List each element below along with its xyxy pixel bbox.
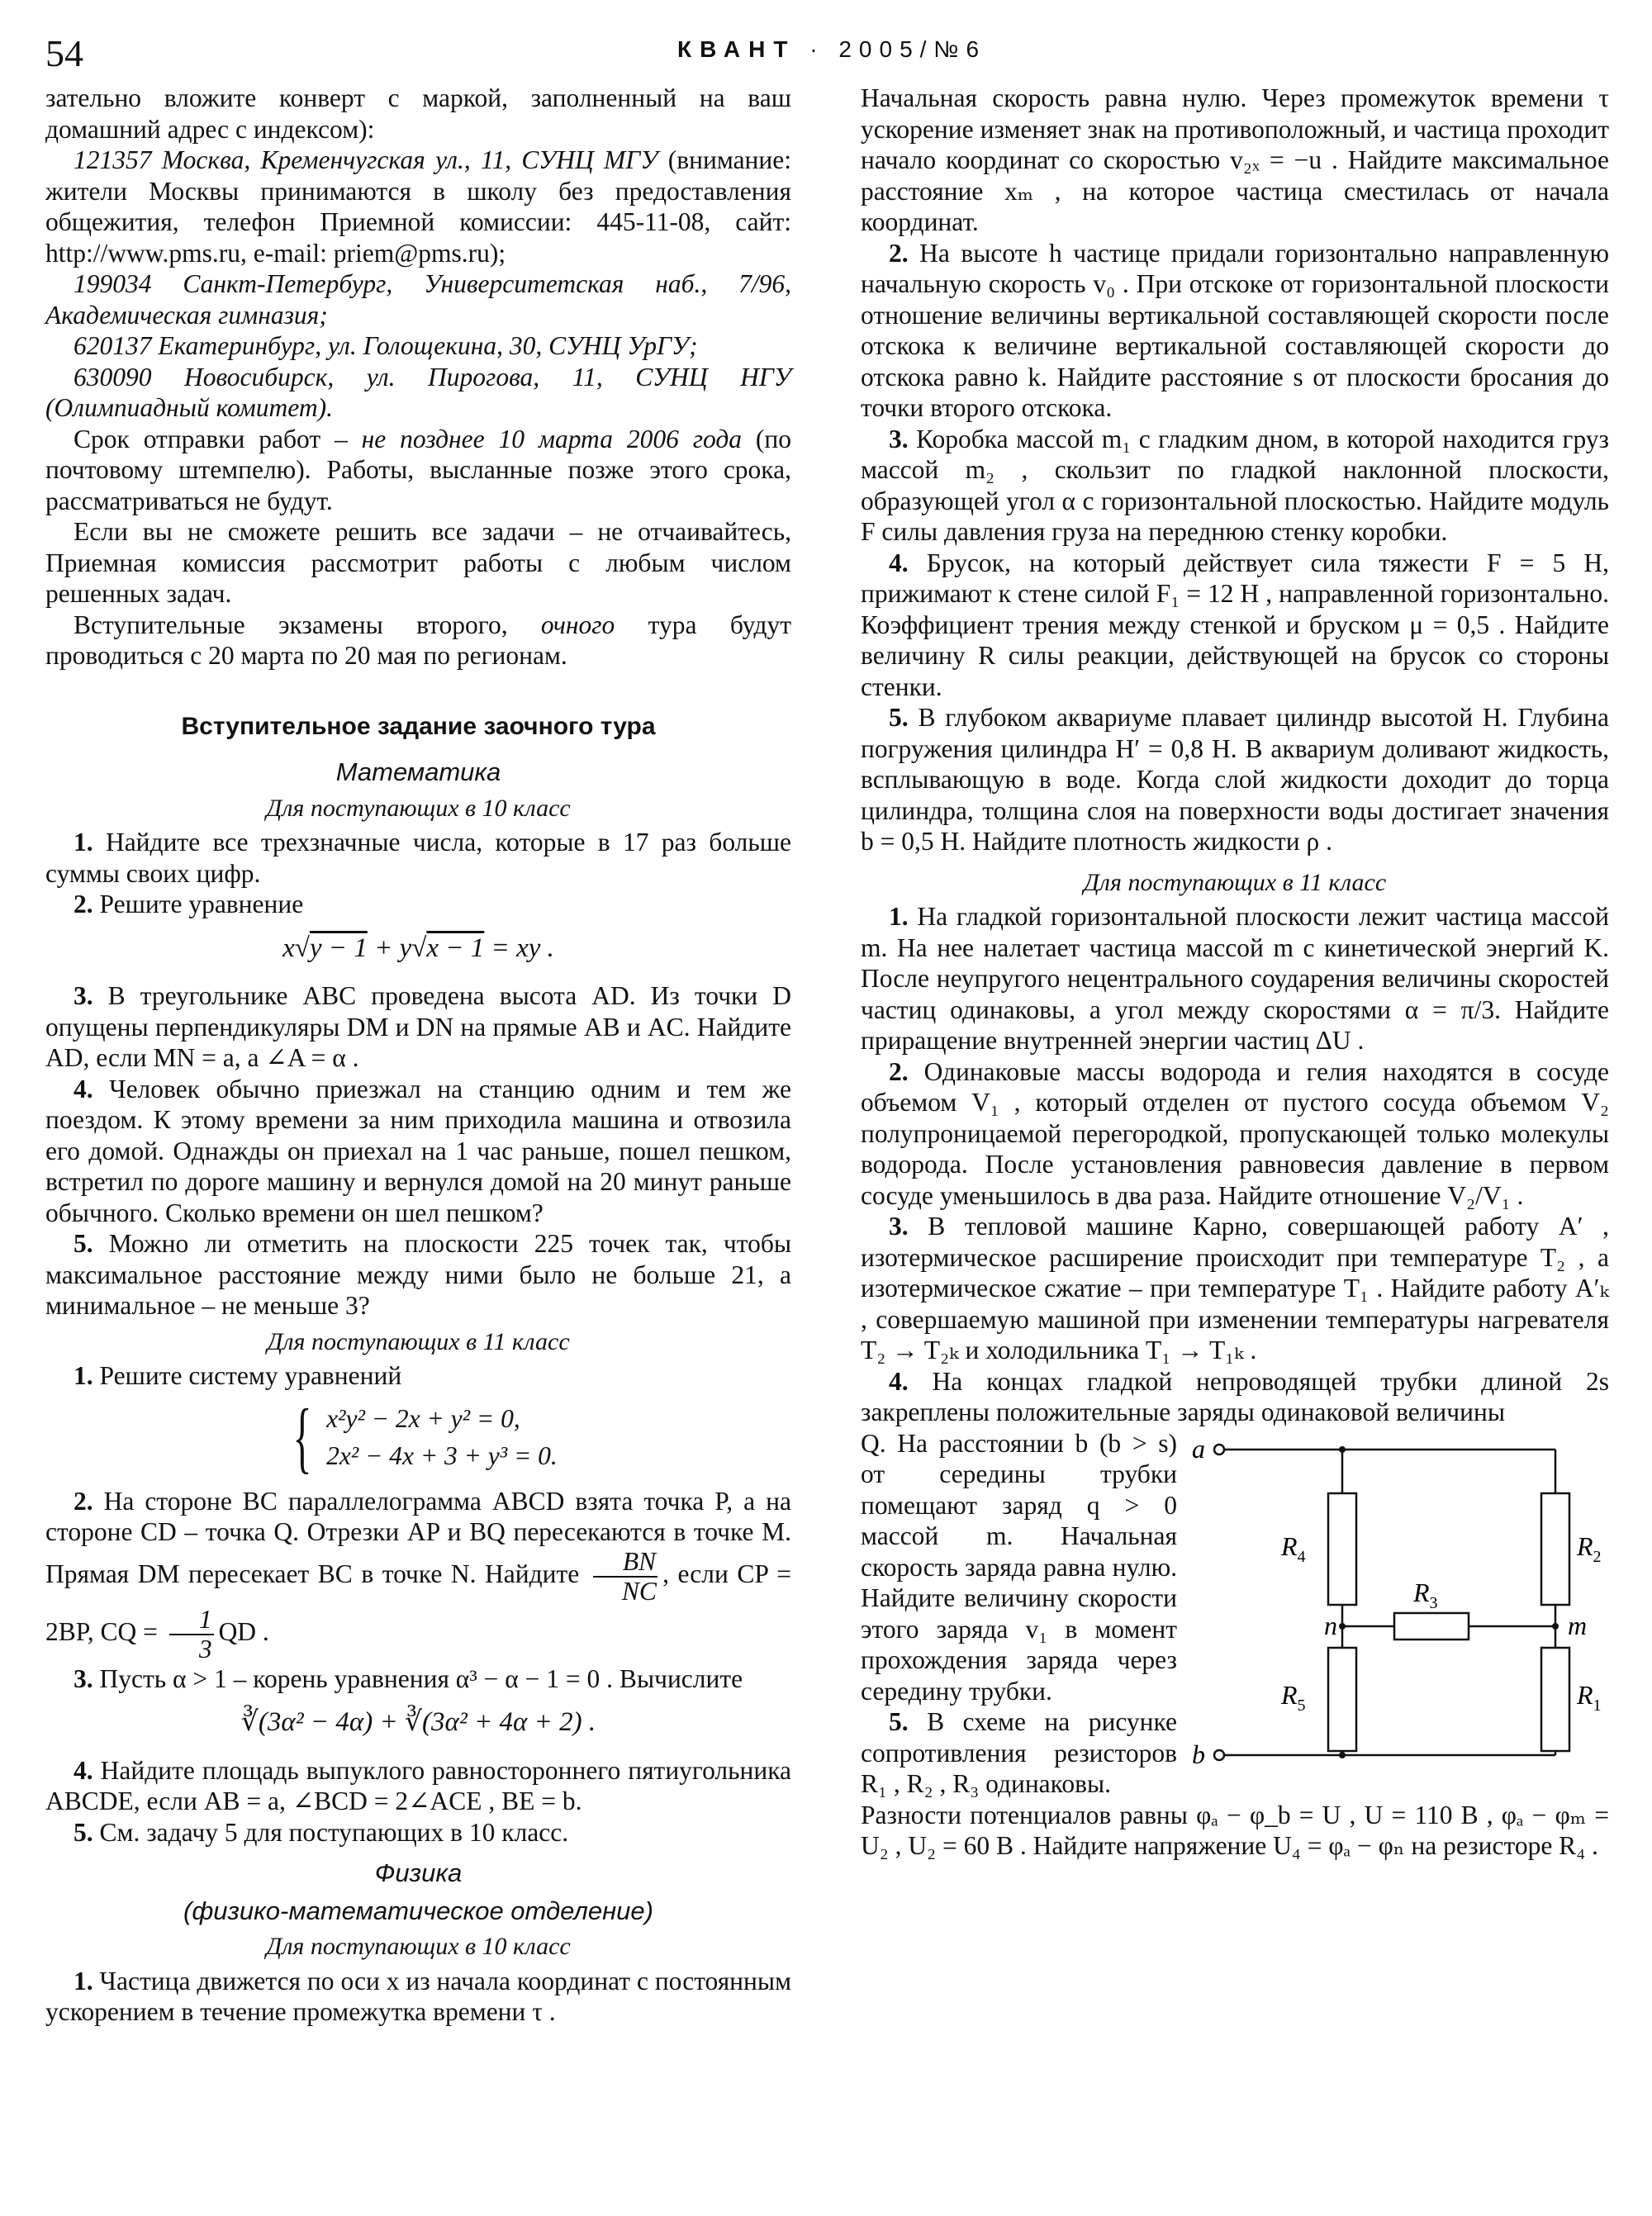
- phys11-problem-3-text: В тепловой машине Карно, совершающей работу A′ , изотермическое расширение происходит при температуре T₂ , а изотермическое сжатие – при температуре T₁ . Найдите работу A′ₖ , совершаемую машиной при изменении температуры нагревателя T₂ → T₂ₖ и холодильника T₁ → T₁ₖ .: [861, 1212, 1610, 1364]
- phys10-problem-3-text: Коробка массой m₁ с гладким дном, в которой находится груз массой m₂ , скользит по гладкой наклонной плоскости, образующей угол α с горизонтальной плоскостью. Найдите модуль F силы давления груза на переднюю стенку коробки.: [861, 424, 1610, 546]
- frac-den: 3: [198, 1634, 212, 1663]
- resistor-r1: [1541, 1648, 1569, 1751]
- math11-problem-1-text: Решите систему уравнений: [99, 1361, 402, 1390]
- circuit-diagram: [1192, 1431, 1609, 1778]
- deadline-date: не позднее 10 марта 2006 года: [361, 424, 743, 453]
- math10-problem-3-text: В треугольнике ABC проведена высота AD. Из точки D опущены перпендикуляры DM и DN на прямые AB и AC. Найдите AD, если MN = a, а ∠A = α .: [45, 981, 791, 1072]
- math-grade10-heading: Для поступающих в 10 класс: [266, 794, 571, 822]
- address-moscow: [45, 145, 791, 268]
- node-m-label: m: [1568, 1610, 1588, 1640]
- phys10-problem-3: 3. Коробка массой m₁ с гладким дном, в которой находится груз массой m₂ , скользит по гладкой наклонной плоскости, образующей угол α с горизонтальной плоскостью. Найдите модуль F силы давления груза на переднюю стенку коробки.: [861, 424, 1610, 546]
- eq-part-e: = xy .: [484, 932, 554, 963]
- resistor-r3: [1394, 1613, 1469, 1639]
- fraction-one-third: [169, 1606, 214, 1663]
- math10-problem-1-text: Найдите все трехзначные числа, которые в 17 раз больше суммы своих цифр.: [45, 828, 791, 888]
- math10-equation: x√y − 1 + y√x − 1 = xy .: [282, 932, 554, 963]
- phys11-problem-5-rest: Разности потенциалов равны φₐ − φ_b = U , U = 110 В , φₐ − φₘ = U₂ , U₂ = 60 В . Найдите напряжение U₄ = φₐ − φₙ на резисторе R₄ .: [861, 1800, 1609, 1860]
- label-r2: $R_2$: [1577, 1530, 1602, 1566]
- fraction-bn-nc: [593, 1548, 657, 1606]
- deadline-post: (по почтовому штемпелю). Работы, высланные позже этого срока, рассматриваться не будут.: [45, 424, 791, 515]
- deadline-paragraph: [45, 424, 791, 517]
- math10-problem-3: 3. В треугольнике ABC проведена высота AD. Из точки D опущены перпендикуляры DM и DN на прямые AB и AC. Найдите AD, если MN = a, а ∠A = α .: [45, 981, 791, 1072]
- section-heading: Вступительное задание заочного тура: [181, 712, 656, 740]
- node-a-label: a: [1192, 1433, 1205, 1464]
- eq-part-c: + y: [367, 932, 412, 963]
- phys10-problem-1: 1. Частица движется по оси x из начала координат с постоянным ускорением в течение промежутка времени τ .: [45, 1966, 791, 2026]
- phys10-problem-4: 4. Брусок, на который действует сила тяжести F = 5 Н, прижимают к стене силой F₁ = 12 Н , направленной горизонтально. Коэффициент трения между стенкой и бруском μ = 0,5 . Найдите величину R силы реакции, действующей на брусок со стороны стенки.: [861, 548, 1610, 701]
- system-eq-1: x²y² − 2x + y² = 0,: [326, 1403, 520, 1433]
- node-b-label: b: [1192, 1739, 1205, 1769]
- math10-problem-4: 4. Человек обычно приезжал на станцию одним и тем же поездом. К этому времени за ним приходила машина и отвозила его домой. Однажды он приехал на 1 час раньше, пошел пешком, встретил по дороге машину и вернулся домой на 20 минут раньше обычного. Сколько времени он шел пешком?: [45, 1074, 791, 1227]
- math11-problem-2-text: На стороне BC параллелограмма ABCD взята точка P, а на стороне CD – точка Q. Отрезки AP и BQ пересекаются в точке M. Прямая DM пересекает BC в точке N. Найдите: [45, 1486, 791, 1588]
- label-r5: $R_5$: [1281, 1679, 1306, 1715]
- math10-problem-2-text: Решите уравнение: [99, 890, 304, 918]
- math11-problem-2: 2. На стороне BC параллелограмма ABCD взята точка P, а на стороне CD – точка Q. Отрезки AP и BQ пересекаются в точке M. Прямая DM пересекает BC в точке N. Найдите $\frac{BN}{NC}$ , если CP = 2BP, CQ = $\frac{1}{3}$ QD .: [45, 1486, 791, 1663]
- math11-problem-5: 5. См. задачу 5 для поступающих в 10 класс.: [74, 1817, 569, 1847]
- left-column: [45, 83, 791, 2028]
- resistor-r5: [1328, 1648, 1356, 1751]
- right-column: [861, 83, 1609, 1862]
- resistor-r2: [1541, 1493, 1569, 1605]
- page-number: 54: [45, 32, 83, 74]
- physics-heading: Физика: [374, 1858, 463, 1887]
- math11-problem-1: 1. Решите систему уравнений: [74, 1361, 402, 1390]
- system-eq-2: 2x² − 4x + 3 + y³ = 0.: [326, 1440, 558, 1470]
- node-n-label: n: [1324, 1610, 1337, 1640]
- phys11-problem-2: 2. Одинаковые массы водорода и гелия находятся в сосуде объемом V₁ , который отделен от пустого сосуда объемом V₂ полупроницаемой перегородкой, пропускающей только молекулы водорода. После установления равновесия давление в первом сосуде уменьшилось в два раза. Найдите отношение V₂/V₁ .: [861, 1056, 1609, 1210]
- phys11-problem-4-intro: 4. На концах гладкой непроводящей трубки длиной 2s закреплены положительные заряды одинаковой величины: [861, 1366, 1609, 1426]
- system-brace: {: [292, 1392, 312, 1481]
- physics-grade10-heading: Для поступающих в 10 класс: [266, 1933, 571, 1960]
- phys11-problem-3: 3. В тепловой машине Карно, совершающей работу A′ , изотермическое расширение происходит при температуре T₂ , а изотермическое сжатие – при температуре T₁ . Найдите работу A′ₖ , совершаемую машиной при изменении температуры нагревателя T₂ → T₂ₖ и холодильника T₁ → T₁ₖ .: [861, 1212, 1610, 1364]
- equation-system: [283, 1392, 791, 1481]
- phys11-problem-1-text: На гладкой горизонтальной плоскости лежит частица массой m. На нее налетает частица массой m с кинетической энергий K. После неупругого нецентрального соударения величины скоростей частиц одинаковы, а угол между скоростями α = π/3. Найдите приращение внутренней энергии частиц ΔU .: [861, 902, 1610, 1055]
- phys11-problem-5-text: В схеме на рисунке сопротивления резисторов R₁ , R₂ , R₃ одинаковы.: [861, 1707, 1177, 1798]
- physics-grade11-heading: Для поступающих в 11 класс: [1083, 868, 1387, 896]
- exam-type: очного: [540, 610, 615, 639]
- address-moscow-note: (внимание: жители Москвы принимаются в школу без предоставления общежития, телефон Приемной комиссии: 445-11-08, сайт: http://www.pms.ru, e-mail: priem@pms.ru);: [45, 145, 792, 268]
- phys10-problem-5-text: В глубоком аквариуме плавает цилиндр высотой H. Глубина погружения цилиндра H′ = 0,8 H. В аквариум доливают жидкость, всплывающую в воде. Когда слой жидкости доходит до торца цилиндра, толщина слоя на поверхности воды достигает значения b = 0,5 H. Найдите плотность жидкости ρ .: [861, 703, 1609, 856]
- phys11-problem-2-text: Одинаковые массы водорода и гелия находятся в сосуде объемом V₁ , который отделен от пустого сосуда объемом V₂ полупроницаемой перегородкой, пропускающей только молекулы водорода. После установления равновесия давление в первом сосуде уменьшилось в два раза. Найдите отношение V₂/V₁ .: [861, 1056, 1609, 1210]
- phys10-problem-1-text: Частица движется по оси x из начала координат с постоянным ускорением в течение промежутка времени τ .: [45, 1966, 791, 2026]
- math11-problem-4: 4. Найдите площадь выпуклого равностороннего пятиугольника ABCDE, если AB = a, ∠BCD = 2∠ACE , BE = b.: [45, 1755, 792, 1815]
- math11-problem-5-text: См. задачу 5 для поступающих в 10 класс.: [99, 1817, 569, 1847]
- math10-problem-5-text: Можно ли отметить на плоскости 225 точек так, чтобы максимальное расстояние между ними было не больше 21, а минимальное – не меньше 3?: [45, 1229, 792, 1320]
- circuit-wrap: [861, 1428, 1609, 1862]
- address-moscow-main: 121357 Москва, Кременчугская ул., 11, СУНЦ МГУ: [74, 145, 658, 174]
- math10-problem-2: 2. Решите уравнение: [74, 890, 304, 918]
- frac-den: NC: [621, 1576, 657, 1606]
- math10-problem-5: 5. Можно ли отметить на плоскости 225 точек так, чтобы максимальное расстояние между ними было не больше 21, а минимальное – не меньше 3?: [45, 1229, 792, 1320]
- deadline-pre: Срок отправки работ –: [74, 424, 362, 453]
- math-heading: Математика: [335, 757, 501, 786]
- math10-problem-1: 1. Найдите все трехзначные числа, которые в 17 раз больше суммы своих цифр.: [45, 828, 791, 888]
- phys10-problem-4-text: Брусок, на который действует сила тяжести F = 5 Н, прижимают к стене силой F₁ = 12 Н , направленной горизонтально. Коэффициент трения между стенкой и бруском μ = 0,5 . Найдите величину R силы реакции, действующей на брусок со стороны стенки.: [861, 548, 1610, 701]
- physics-dept-heading: (физико-математическое отделение): [183, 1896, 653, 1925]
- phys10-problem-2: 2. На высоте h частице придали горизонтально направленную начальную скорость v₀ . При отскоке от горизонтальной плоскости отношение величины вертикальной составляющей скорости после отскока к величине вертикальной составляющей скорости до отскока равно k. Найдите расстояние s от плоскости бросания до точки второго отскока.: [861, 238, 1609, 422]
- math-grade11-heading: Для поступающих в 11 класс: [267, 1327, 570, 1355]
- intro-text: зательно вложите конверт с маркой, заполненный на ваш домашний адрес с индексом):: [45, 83, 791, 144]
- resistor-r4: [1328, 1493, 1356, 1605]
- phys10-problem-1-cont: Начальная скорость равна нулю. Через промежуток времени τ ускорение изменяет знак на противоположный, и частица проходит начало координат со скоростью v₂ₓ = −u . Найдите максимальное расстояние xₘ , на которое частица сместилась от начала координат.: [861, 83, 1609, 236]
- phys11-problem-1: 1. На гладкой горизонтальной плоскости лежит частица массой m. На нее налетает частица массой m с кинетической энергий K. После неупругого нецентрального соударения величины скоростей частиц одинаковы, а угол между скоростями α = π/3. Найдите приращение внутренней энергии частиц ΔU .: [861, 902, 1610, 1055]
- math11-problem-2-end: QD .: [218, 1616, 269, 1646]
- label-r3: $R_3$: [1413, 1577, 1438, 1612]
- exam-post: тура будут проводиться с 20 марта по 20 мая по регионам.: [45, 610, 791, 670]
- phys11-problem-4-text: На концах гладкой непроводящей трубки длиной 2s закреплены положительные заряды одинаковой величины: [861, 1366, 1609, 1426]
- label-r1: $R_1$: [1577, 1679, 1602, 1715]
- frac-num: 1: [169, 1606, 214, 1635]
- phys11-problem-5: 5. В схеме на рисунке сопротивления резисторов R₁ , R₂ , R₃ одинаковы.: [861, 1707, 1177, 1798]
- label-r4: $R_4$: [1281, 1530, 1306, 1566]
- phys11-problem-4-wrap: Q. На расстоянии b (b > s) от середины трубки помещают заряд q > 0 массой m. Начальная скорость заряда равна нулю. Найдите величину скорости этого заряда v₁ в момент прохождения заряда через середину трубки.: [861, 1428, 1177, 1706]
- terminal-b: [1214, 1750, 1224, 1760]
- magazine-title: КВАНТ: [677, 36, 796, 62]
- math11-problem-2-cond: , если CP = 2BP, CQ =: [45, 1559, 791, 1646]
- math11-problem-3-text: Пусть α > 1 – корень уравнения α³ − α − 1 = 0 . Вычислите: [99, 1663, 743, 1693]
- running-header: [677, 36, 986, 63]
- phys10-problem-5: 5. В глубоком аквариуме плавает цилиндр высотой H. Глубина погружения цилиндра H′ = 0,8 H. В аквариум доливают жидкость, всплывающую в воде. Когда слой жидкости доходит до торца цилиндра, толщина слоя на поверхности воды достигает значения b = 0,5 H. Найдите плотность жидкости ρ .: [861, 703, 1609, 856]
- terminal-a: [1214, 1445, 1224, 1454]
- address-nsk: 630090 Новосибирск, ул. Пирогова, 11, СУНЦ НГУ (Олимпиадный комитет).: [45, 362, 791, 422]
- math11-problem-3: 3. Пусть α > 1 – корень уравнения α³ − α − 1 = 0 . Вычислите: [74, 1663, 743, 1693]
- math11-problem-4-text: Найдите площадь выпуклого равностороннего пятиугольника ABCDE, если AB = a, ∠BCD = 2∠ACE , BE = b.: [45, 1755, 792, 1815]
- math10-problem-4-text: Человек обычно приезжал на станцию одним и тем же поездом. К этому времени за ним приходила машина и отвозила его домой. Однажды он приехал на 1 час раньше, пошел пешком, встретил по дороге машину и вернулся домой на 20 минут раньше обычного. Сколько времени он шел пешком?: [45, 1074, 791, 1227]
- eq-part-b: y − 1: [309, 932, 368, 963]
- address-spb: 199034 Санкт-Петербург, Университетская наб., 7/96, Академическая гимназия;: [45, 269, 791, 330]
- eq-part-d: x − 1: [426, 932, 485, 963]
- issue-label: · 2005/№6: [809, 36, 987, 62]
- eq-part-a: x: [282, 932, 295, 963]
- despair-paragraph: Если вы не сможете решить все задачи – не отчаивайтесь, Приемная комиссия рассмотрит работы с любым числом решенных задач.: [45, 517, 791, 608]
- phys10-problem-2-text: На высоте h частице придали горизонтально направленную начальную скорость v₀ . При отскоке от горизонтальной плоскости отношение величины вертикальной составляющей скорости после отскока к величине вертикальной составляющей скорости до отскока равно k. Найдите расстояние s от плоскости бросания до точки второго отскока.: [861, 238, 1609, 422]
- exam-paragraph: [45, 610, 791, 671]
- cube-root-expression: ∛(3α² − 4α) + ∛(3α² + 4α + 2) .: [240, 1707, 596, 1737]
- exam-pre: Вступительные экзамены второго,: [74, 610, 541, 639]
- address-ekb: 620137 Екатеринбург, ул. Голощекина, 30, СУНЦ УрГУ;: [74, 331, 698, 360]
- frac-num: BN: [593, 1548, 657, 1578]
